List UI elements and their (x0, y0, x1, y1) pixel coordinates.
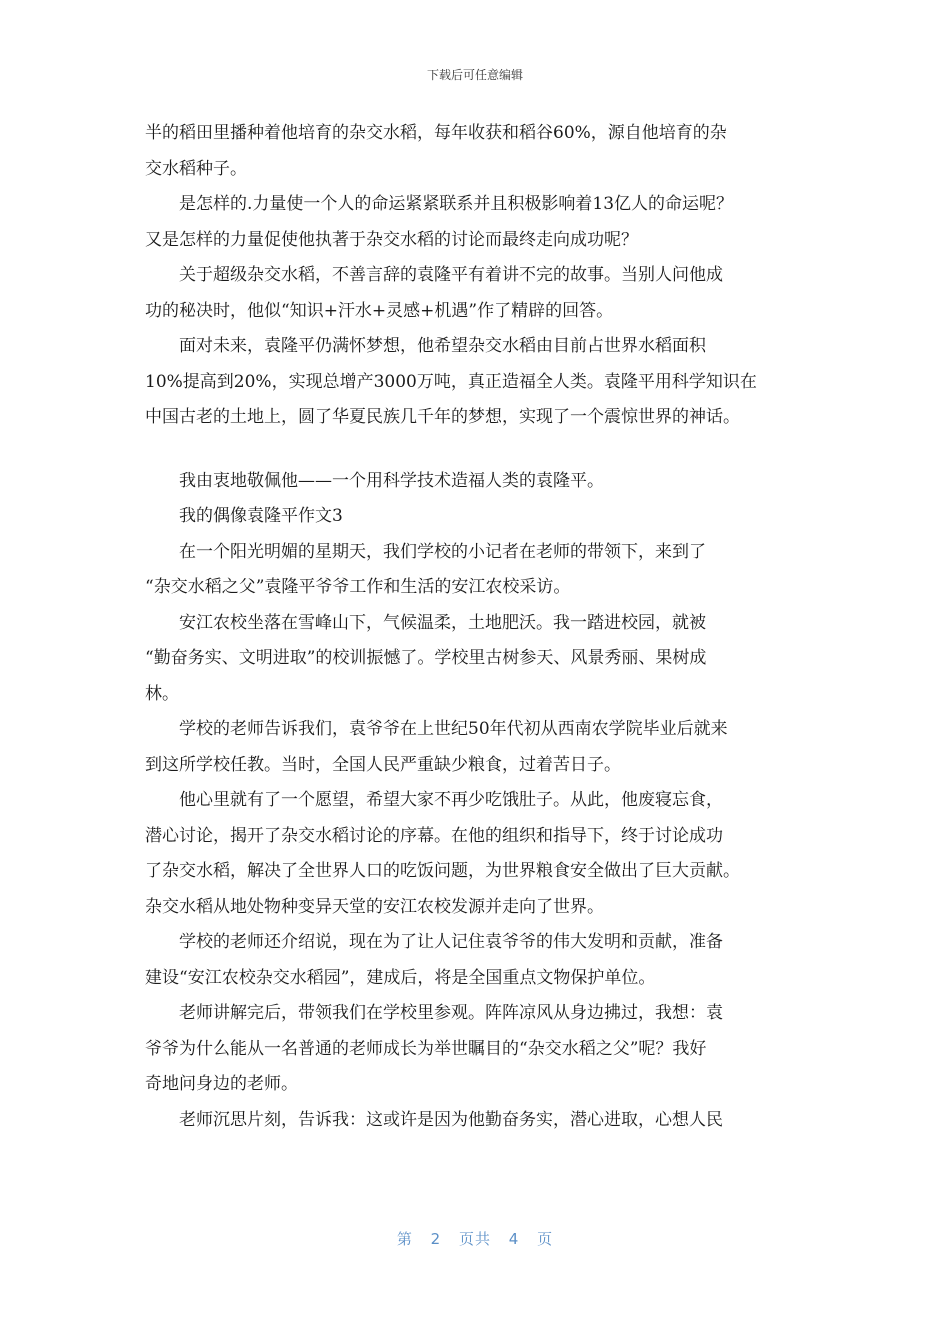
text-line: 了杂交水稻，解决了全世界人口的吃饭问题，为世界粮食安全做出了巨大贡献。 (145, 861, 740, 881)
text-line: 杂交水稻从地处物种变异天堂的安江农校发源并走向了世界。 (145, 896, 604, 917)
text-line: 到这所学校任教。当时，全国人民严重缺少粮食，过着苦日子。 (145, 754, 621, 775)
page-footer (0, 1228, 950, 1249)
text-line: 奇地问身边的老师。 (145, 1074, 298, 1094)
text-line: 学校的老师告诉我们，袁爷爷在上世纪50年代初从西南农学院毕业后就来 (145, 719, 728, 739)
text-line: 学校的老师还介绍说，现在为了让人记住袁爷爷的伟大发明和贡献，准备 (145, 932, 723, 952)
document-body (145, 116, 810, 1138)
text-line: 爷爷为什么能从一名普通的老师成长为举世瞩目的“杂交水稻之父”呢？我好 (145, 1038, 707, 1059)
text-line: 又是怎样的力量促使他执著于杂交水稻的讨论而最终走向成功呢？ (145, 229, 638, 250)
text-line: 交水稻种子。 (145, 158, 247, 179)
footer-middle: 页共 (458, 1230, 491, 1248)
section-title: 我的偶像袁隆平作文3 (145, 506, 343, 526)
text-line: 是怎样的.力量使一个人的命运紧紧联系并且积极影响着13亿人的命运呢？ (145, 194, 734, 214)
paragraph-gap (145, 436, 810, 464)
text-line: 他心里就有了一个愿望，希望大家不再少吃饿肚子。从此，他废寝忘食， (145, 790, 723, 810)
text-line: “杂交水稻之父”袁隆平爷爷工作和生活的安江农校采访。 (145, 577, 571, 597)
text-line: 10%提高到20%，实现总增产3000万吨，真正造福全人类。袁隆平用科学知识在 (145, 371, 757, 392)
text-line: 潜心讨论，揭开了杂交水稻讨论的序幕。在他的组织和指导下，终于讨论成功 (145, 825, 723, 846)
footer-page-number: 2 (430, 1230, 442, 1248)
text-line: 安江农校坐落在雪峰山下，气候温柔，土地肥沃。我一踏进校园，就被 (145, 612, 706, 633)
text-line: “勤奋务实、文明进取”的校训振憾了。学校里古树参天、风景秀丽、果树成 (145, 648, 707, 668)
text-line: 面对未来，袁隆平仍满怀梦想，他希望杂交水稻由目前占世界水稻面积 (145, 336, 706, 356)
text-line: 林。 (145, 683, 179, 704)
footer-suffix: 页 (537, 1230, 554, 1248)
text-line: 老师沉思片刻，告诉我：这或许是因为他勤奋务实，潜心进取，心想人民 (145, 1109, 723, 1130)
text-line: 半的稻田里播种着他培育的杂交水稻，每年收获和稻谷60%，源自他培育的杂 (145, 123, 727, 143)
footer-total-pages: 4 (508, 1230, 520, 1248)
text-line: 我由衷地敬佩他——一个用科学技术造福人类的袁隆平。 (145, 470, 604, 491)
footer-prefix: 第 (396, 1230, 413, 1248)
text-line: 功的秘决时，他似“知识+汗水+灵感+机遇”作了精辟的回答。 (145, 300, 614, 321)
text-line: 关于超级杂交水稻，不善言辞的袁隆平有着讲不完的故事。当别人问他成 (145, 265, 723, 285)
page-header-note: 下载后可任意编辑 (426, 68, 523, 82)
text-line: 建设“安江农校杂交水稻园”，建成后，将是全国重点文物保护单位。 (145, 967, 656, 988)
text-line: 中国古老的土地上，圆了华夏民族几千年的梦想，实现了一个震惊世界的神话。 (145, 407, 740, 427)
text-line: 老师讲解完后，带领我们在学校里参观。阵阵凉风从身边拂过，我想：袁 (145, 1003, 723, 1023)
text-line: 在一个阳光明媚的星期天，我们学校的小记者在老师的带领下，来到了 (145, 541, 706, 562)
